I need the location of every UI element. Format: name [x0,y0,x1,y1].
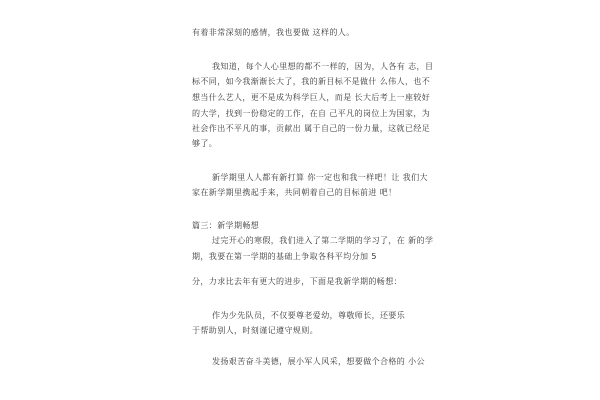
text-line: 家在新学期里携起手来，共同朝着自己的目标前进 吧！ [192,188,397,197]
text-line: 有着非常深刻的感情，我也要做 这样的人。 [192,28,355,37]
text-line: 分，力求比去年有更大的进步，下面是我新学期的畅想： [192,277,402,286]
text-line: 新学期里人人都有新打算 你一定也和我一样吧！让 我们大 [212,173,428,182]
text-line: 够了。 [192,139,218,148]
section-heading: 篇三：新学期畅想 [192,221,260,230]
text-line: 想当什么艺人，更不是成为科学巨人，而是 长大后考上一座较好 [192,93,431,102]
text-line: 于帮助别人，时刻谨记遵守规则。 [192,326,318,335]
text-line: 标不同，如今我渐渐长大了，我的新目标不是做什 么伟人，也不 [192,77,431,86]
text-line: 的大学，找到一份稳定的工作，在自 己平凡的岗位上为国家，为 [192,109,431,118]
text-line: 期，我要在第一学期的基础上争取各科平均分加 5 [192,252,377,261]
text-line: 发扬艰苦奋斗美德，展小军人风采，想要做个合格的 小公 [212,357,425,366]
text-line: 作为少先队员，不仅要尊老爱幼，尊敬师长，还要乐 [212,311,406,320]
text-line: 我知道，每个人心里想的都不一样的，因为，人各有 志，目 [212,62,434,71]
text-line: 社会作出不平凡的事，贡献出 属于自己的一份力量，这就已经足 [192,124,431,133]
text-line: 过完开心的寒假，我们进入了第二学期的学习了，在 新的学 [212,236,434,245]
